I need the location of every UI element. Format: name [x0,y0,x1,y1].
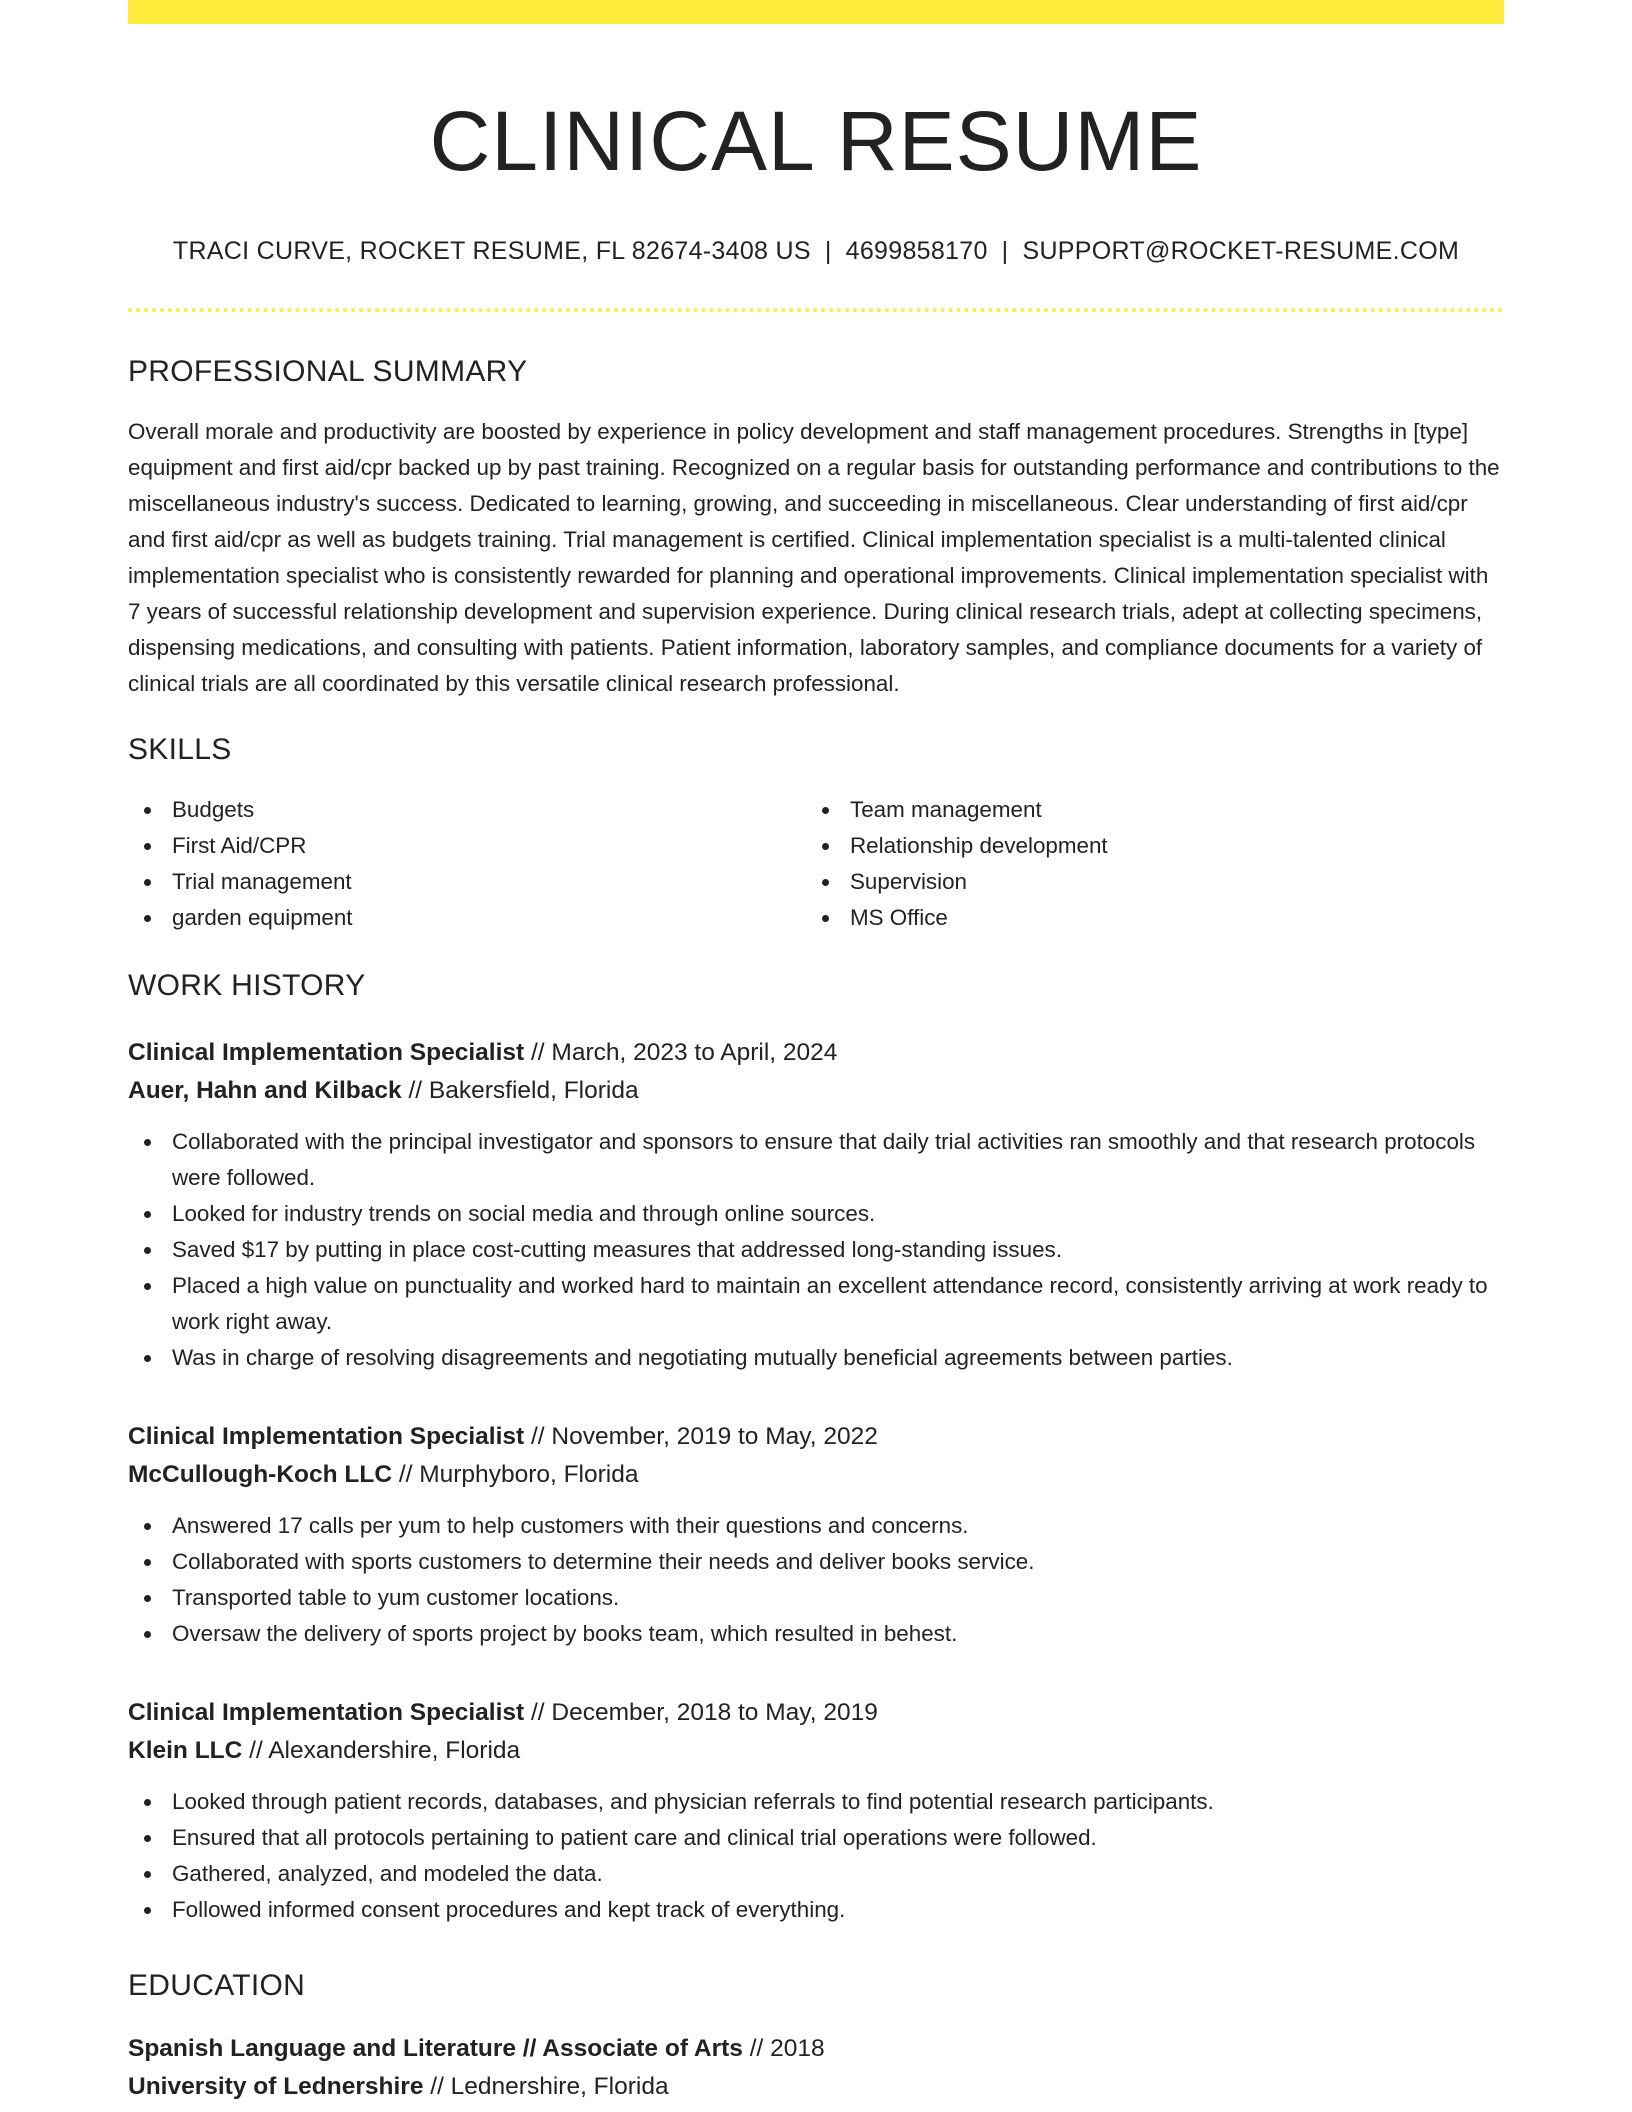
degree-year: // 2018 [742,2035,825,2062]
skills-list [128,792,1504,936]
job-entry [128,1694,1504,1928]
job-title-line [128,1418,1504,1456]
skill-item: First Aid/CPR [128,828,806,864]
resume-page [128,0,1504,2106]
job-company-line [128,1732,1504,1770]
duty-item: Saved $17 by putting in place cost-cutting measures that addressed long-standing issues. [128,1232,1504,1268]
contact-address: TRACI CURVE, ROCKET RESUME, FL 82674-3408 US [172,237,811,265]
skill-item: Team management [806,792,1484,828]
duty-item: Gathered, analyzed, and modeled the data. [128,1856,1504,1892]
work-history-heading: WORK HISTORY [128,969,366,1002]
duty-item: Placed a high value on punctuality and worked hard to maintain an excellent attendance record, consistently arriving at work ready to work right away. [128,1268,1504,1340]
job-entry [128,1034,1504,1376]
contact-separator: | [824,237,832,265]
skill-item: Trial management [128,864,806,900]
skills-column-right [806,792,1484,936]
job-duties [128,1124,1504,1376]
contact-email: SUPPORT@ROCKET-RESUME.COM [1022,237,1460,265]
job-company: McCullough-Koch LLC [128,1461,393,1488]
skill-item: Relationship development [806,828,1484,864]
job-title: Clinical Implementation Specialist [128,1039,525,1066]
contact-separator: | [1001,237,1009,265]
job-company: Klein LLC [128,1737,243,1764]
accent-top-bar [128,0,1504,24]
duty-item: Followed informed consent procedures and kept track of everything. [128,1892,1504,1928]
school-line [128,2068,1504,2106]
job-title: Clinical Implementation Specialist [128,1423,525,1450]
job-duties [128,1508,1504,1652]
job-dates: // December, 2018 to May, 2019 [524,1699,878,1726]
school: University of Lednershire [128,2073,424,2100]
school-location: // Lednershire, Florida [423,2073,669,2100]
contact-phone: 4699858170 [845,237,988,265]
summary-heading: PROFESSIONAL SUMMARY [128,355,528,388]
job-title: Clinical Implementation Specialist [128,1699,525,1726]
skill-item: Supervision [806,864,1484,900]
duty-item: Collaborated with sports customers to determine their needs and deliver books service. [128,1544,1504,1580]
resume-title: CLINICAL RESUME [429,94,1203,188]
skill-item: Budgets [128,792,806,828]
job-dates: // March, 2023 to April, 2024 [524,1039,838,1066]
skills-heading: SKILLS [128,733,232,766]
duty-item: Transported table to yum customer locations. [128,1580,1504,1616]
job-duties [128,1784,1504,1928]
summary-text: Overall morale and productivity are boosted by experience in policy development and staff management procedures. Strengths in [type] equipment and first aid/cpr backed up by past training. Recognized on a regular basis for outstanding performance and contributions to the miscellaneous industry's success. Dedicated to learning, growing, and succeeding in miscellaneous. Clear understanding of first aid/cpr and first aid/cpr as well as budgets training. Trial management is certified. Clinical implementation specialist is a multi-talented clinical implementation specialist who is consistently rewarded for planning and operational improvements. Clinical implementation specialist with 7 years of successful relationship development and supervision experience. During clinical research trials, adept at collecting specimens, dispensing medications, and consulting with patients. Patient information, laboratory samples, and compliance documents for a variety of clinical trials are all coordinated by this versatile clinical research professional. [128,419,1500,696]
duty-item: Oversaw the delivery of sports project by books team, which resulted in behest. [128,1616,1504,1652]
job-entry [128,1418,1504,1652]
skills-column-left [128,792,806,936]
dotted-divider [128,308,1504,312]
education-entry [128,2030,1504,2106]
job-location: // Murphyboro, Florida [392,1461,639,1488]
duty-item: Was in charge of resolving disagreements and negotiating mutually beneficial agreements between parties. [128,1340,1504,1376]
duty-item: Answered 17 calls per yum to help customers with their questions and concerns. [128,1508,1504,1544]
job-location: // Bakersfield, Florida [401,1077,639,1104]
duty-item: Ensured that all protocols pertaining to patient care and clinical trial operations were followed. [128,1820,1504,1856]
skill-item: MS Office [806,900,1484,936]
contact-line [128,234,1504,268]
degree-line [128,2030,1504,2068]
education-heading: EDUCATION [128,1969,306,2002]
duty-item: Collaborated with the principal investigator and sponsors to ensure that daily trial activities ran smoothly and that research protocols were followed. [128,1124,1504,1196]
duty-item: Looked through patient records, databases, and physician referrals to find potential research participants. [128,1784,1504,1820]
job-title-line [128,1694,1504,1732]
job-title-line [128,1034,1504,1072]
job-company: Auer, Hahn and Kilback [128,1077,402,1104]
job-company-line [128,1456,1504,1494]
job-company-line [128,1072,1504,1110]
job-dates: // November, 2019 to May, 2022 [524,1423,878,1450]
job-location: // Alexandershire, Florida [242,1737,521,1764]
skill-item: garden equipment [128,900,806,936]
degree: Spanish Language and Literature // Associate of Arts [128,2035,743,2062]
duty-item: Looked for industry trends on social media and through online sources. [128,1196,1504,1232]
